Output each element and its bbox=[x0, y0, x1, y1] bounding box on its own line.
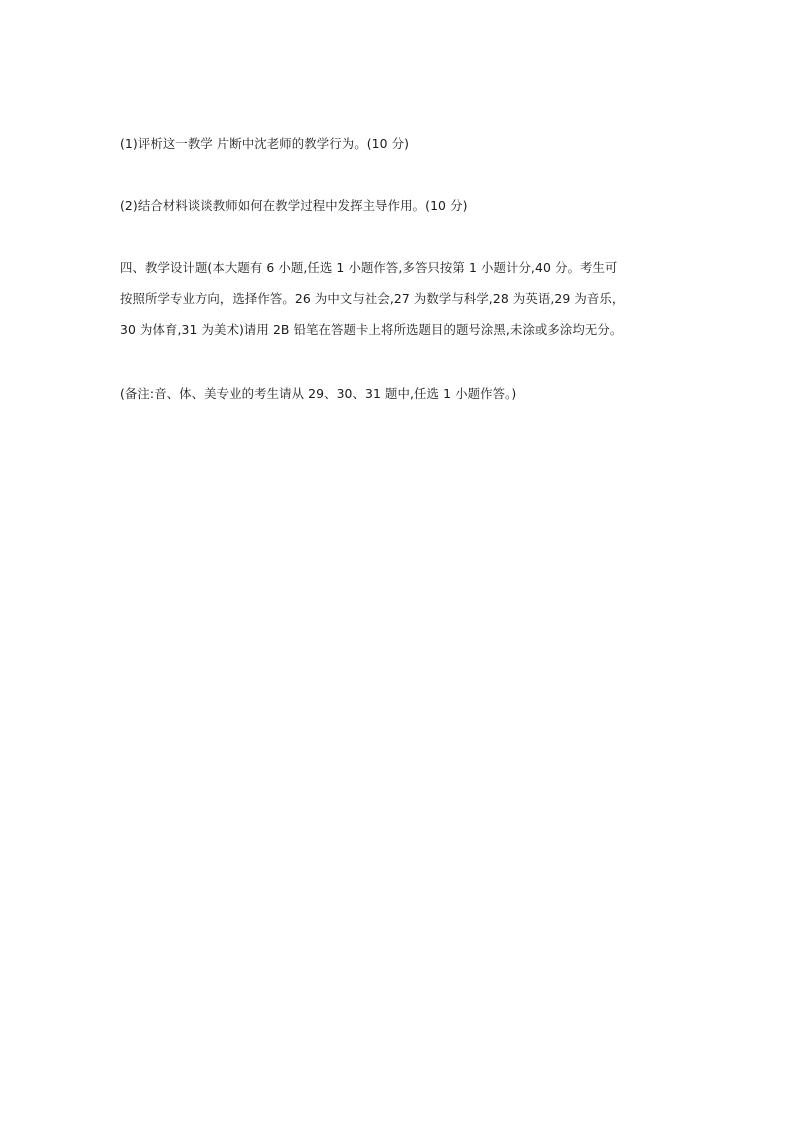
remark-note: (备注:音、体、美专业的考生请从 29、30、31 题中,任选 1 小题作答。) bbox=[120, 386, 517, 401]
question-1: (1)评析这一教学 片断中沈老师的教学行为。(10 分) bbox=[120, 136, 410, 151]
section-4-line-2: 按照所学专业方向，选择作答。26 为中文与社会,27 为数学与科学,28 为英语,29 为音乐， bbox=[120, 291, 625, 306]
section-4-line-3: 30 为体育,31 为美术)请用 2B 铅笔在答题卡上将所选题目的题号涂黑,未涂或多涂均无分。 bbox=[120, 322, 623, 337]
question-2: (2)结合材料谈谈教师如何在教学过程中发挥主导作用。(10 分) bbox=[120, 198, 468, 213]
section-4-line-1: 四、教学设计题(本大题有 6 小题,任选 1 小题作答,多答只按第 1 小题计分,40 分。考生可 bbox=[120, 260, 618, 275]
